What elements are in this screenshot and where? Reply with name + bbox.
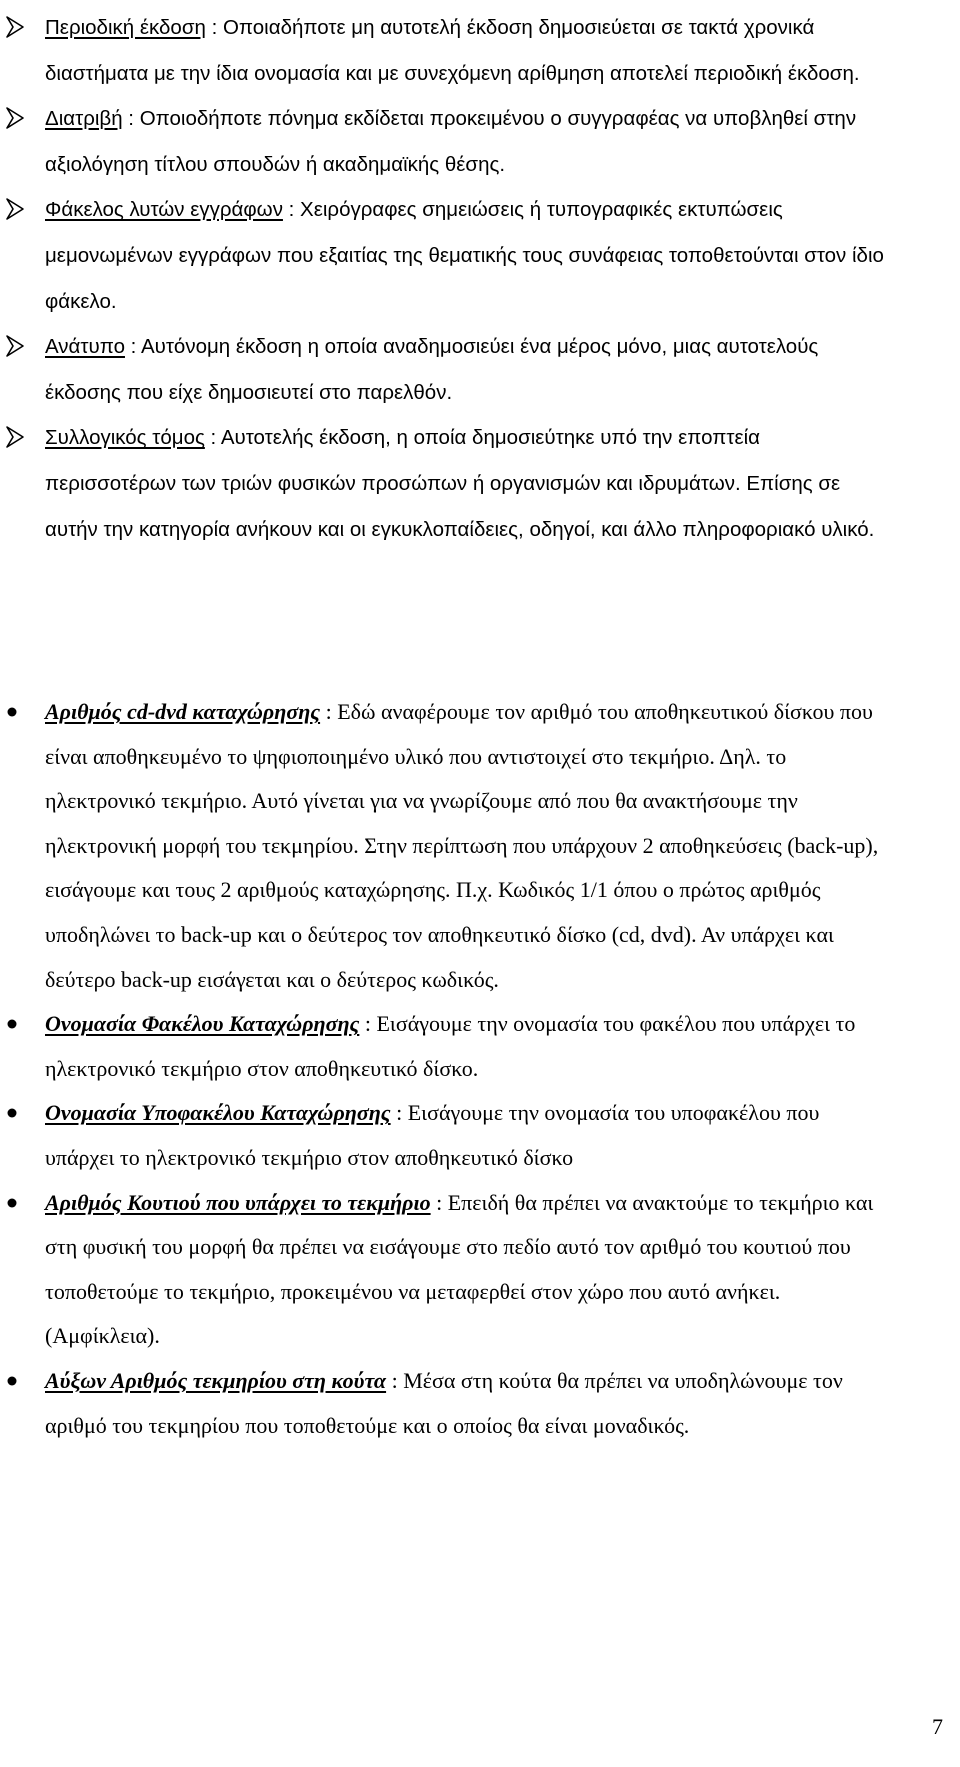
list-item: Διατριβή : Οποιοδήποτε πόνημα εκδίδεται προκειμένου ο συγγραφέας να υποβληθεί στην αξιολόγηση τίτλου σπουδών ή ακαδημαϊκής θέσης. bbox=[0, 96, 960, 187]
term-label: Φάκελος λυτών εγγράφων bbox=[45, 198, 283, 222]
term-label: Ανάτυπο bbox=[45, 335, 125, 359]
arrow-bullet-icon bbox=[3, 415, 27, 460]
term-description: Αυτοτελής έκδοση, η οποία δημοσιεύτηκε υπό την εποπτεία περισσοτέρων των τριών φυσικών προσώπων ή οργανισμών και ιδρυμάτων. Επίσης σε αυτήν την κατηγορία ανήκουν και οι εγκυκλοπαίδειες, οδηγοί, και άλλο πληροφοριακό υλικό. bbox=[45, 426, 875, 541]
term-label: Περιοδική έκδοση bbox=[45, 16, 206, 39]
field-description-list bbox=[0, 690, 960, 1448]
list-item: Περιοδική έκδοση : Οποιαδήποτε μη αυτοτελή έκδοση δημοσιεύεται σε τακτά χρονικά διαστήματα με την ίδια ονομασία και με συνεχόμενη αρίθμηση αποτελεί περιοδική έκδοση. bbox=[0, 5, 960, 96]
field-description: Επειδή θα πρέπει να ανακτούμε το τεκμήριο και στη φυσική του μορφή θα πρέπει να εισάγουμε στο πεδίο αυτό τον αριθμό του κουτιού που τοποθετούμε το τεκμήριο, προκειμένου να μεταφερθεί στον χώρο που αυτό ανήκει. (Αμφίκλεια). bbox=[45, 1189, 874, 1349]
term-label: Διατριβή bbox=[45, 107, 123, 131]
term-description: Χειρόγραφες σημειώσεις ή τυπογραφικές εκτυπώσεις μεμονωμένων εγγράφων που εξαιτίας της θεματικής τους συνάφειας τοποθετούνται στον ίδιο φάκελο. bbox=[45, 198, 884, 313]
arrow-bullet-icon bbox=[3, 5, 27, 50]
field-label: Ονομασία Φακέλου Καταχώρησης bbox=[45, 1011, 360, 1037]
field-description: Εισάγουμε την ονομασία του φακέλου που υπάρχει το ηλεκτρονικό τεκμήριο στον αποθηκευτικό δίσκο. bbox=[45, 1011, 856, 1081]
page-number: 7 bbox=[932, 1714, 943, 1739]
list-item: Αύξων Αριθμός τεκμηρίου στη κούτα : Μέσα στη κούτα θα πρέπει να υποδηλώνουμε τον αριθμό του τεκμηρίου που τοποθετούμε και ο οποίος θα είναι μοναδικός. bbox=[0, 1359, 960, 1448]
list-item: Ονομασία Φακέλου Καταχώρησης : Εισάγουμε την ονομασία του φακέλου που υπάρχει το ηλεκτρονικό τεκμήριο στον αποθηκευτικό δίσκο. bbox=[0, 1002, 960, 1091]
list-item: Αριθμός cd-dvd καταχώρησης : Εδώ αναφέρουμε τον αριθμό του αποθηκευτικού δίσκου που είναι αποθηκευμένο το ψηφιοποιημένο υλικό που αντιστοιχεί στο τεκμήριο. Δηλ. το ηλεκτρονικό τεκμήριο. Αυτό γίνεται για να γνωρίζουμε από που θα ανακτήσουμε την ηλεκτρονική μορφή του τεκμηρίου. Στην περίπτωση που υπάρχουν 2 αποθηκεύσεις (back-up), εισάγουμε και τους 2 αριθμούς καταχώρησης. Π.χ. Κωδικός 1/1 όπου ο πρώτος αριθμός υποδηλώνει το back-up και ο δεύτερος τον αποθηκευτικό δίσκο (cd, dvd). Αν υπάρχει και δεύτερο back-up εισάγεται και ο δεύτερος κωδικός. bbox=[0, 690, 960, 1002]
field-label: Αριθμός cd-dvd καταχώρησης bbox=[45, 699, 321, 724]
definition-list bbox=[0, 5, 960, 552]
dot-bullet-icon bbox=[3, 1002, 27, 1047]
dot-bullet-icon bbox=[3, 690, 27, 735]
list-item: Αριθμός Κουτιού που υπάρχει το τεκμήριο : Επειδή θα πρέπει να ανακτούμε το τεκμήριο και στη φυσική του μορφή θα πρέπει να εισάγουμε στο πεδίο αυτό τον αριθμό του κουτιού που τοποθετούμε το τεκμήριο, προκειμένου να μεταφερθεί στον χώρο που αυτό ανήκει. (Αμφίκλεια). bbox=[0, 1181, 960, 1359]
list-item: Συλλογικός τόμος : Αυτοτελής έκδοση, η οποία δημοσιεύτηκε υπό την εποπτεία περισσοτέρων των τριών φυσικών προσώπων ή οργανισμών και ιδρυμάτων. Επίσης σε αυτήν την κατηγορία ανήκουν και οι εγκυκλοπαίδειες, οδηγοί, και άλλο πληροφοριακό υλικό. bbox=[0, 415, 960, 552]
field-label: Αριθμός Κουτιού που υπάρχει το τεκμήριο bbox=[45, 1189, 431, 1215]
dot-bullet-icon bbox=[3, 1181, 27, 1226]
term-description: Αυτόνομη έκδοση η οποία αναδημοσιεύει ένα μέρος μόνο, μιας αυτοτελούς έκδοσης που είχε δημοσιευτεί στο παρελθόν. bbox=[45, 335, 819, 404]
dot-bullet-icon bbox=[3, 1091, 27, 1136]
arrow-bullet-icon bbox=[3, 96, 27, 141]
field-label: Ονομασία Υποφακέλου Καταχώρησης bbox=[45, 1100, 391, 1126]
field-description: Μέσα στη κούτα θα πρέπει να υποδηλώνουμε τον αριθμό του τεκμηρίου που τοποθετούμε και ο οποίος θα είναι μοναδικός. bbox=[45, 1367, 843, 1438]
arrow-bullet-icon bbox=[3, 324, 27, 369]
arrow-bullet-icon bbox=[3, 187, 27, 232]
list-item: Ανάτυπο : Αυτόνομη έκδοση η οποία αναδημοσιεύει ένα μέρος μόνο, μιας αυτοτελούς έκδοσης που είχε δημοσιευτεί στο παρελθόν. bbox=[0, 324, 960, 415]
field-label: Αύξων Αριθμός τεκμηρίου στη κούτα bbox=[45, 1367, 387, 1393]
term-description: Οποιαδήποτε μη αυτοτελή έκδοση δημοσιεύεται σε τακτά χρονικά διαστήματα με την ίδια ονομασία και με συνεχόμενη αρίθμηση αποτελεί περιοδική έκδοση. bbox=[45, 16, 860, 85]
list-item: Φάκελος λυτών εγγράφων : Χειρόγραφες σημειώσεις ή τυπογραφικές εκτυπώσεις μεμονωμένων εγγράφων που εξαιτίας της θεματικής τους συνάφειας τοποθετούνται στον ίδιο φάκελο. bbox=[0, 187, 960, 324]
field-description: Εισάγουμε την ονομασία του υποφακέλου που υπάρχει το ηλεκτρονικό τεκμήριο στον αποθηκευτικό δίσκο bbox=[45, 1100, 820, 1170]
term-description: Οποιοδήποτε πόνημα εκδίδεται προκειμένου ο συγγραφέας να υποβληθεί στην αξιολόγηση τίτλου σπουδών ή ακαδημαϊκής θέσης. bbox=[45, 107, 857, 176]
term-label: Συλλογικός τόμος bbox=[45, 426, 205, 450]
list-item: Ονομασία Υποφακέλου Καταχώρησης : Εισάγουμε την ονομασία του υποφακέλου που υπάρχει το ηλεκτρονικό τεκμήριο στον αποθηκευτικό δίσκο bbox=[0, 1091, 960, 1180]
field-description: Εδώ αναφέρουμε τον αριθμό του αποθηκευτικού δίσκου που είναι αποθηκευμένο το ψηφιοποιημένο υλικό που αντιστοιχεί στο τεκμήριο. Δηλ. το ηλεκτρονικό τεκμήριο. Αυτό γίνεται για να γνωρίζουμε από που θα ανακτήσουμε την ηλεκτρονική μορφή του τεκμηρίου. Στην περίπτωση που υπάρχουν 2 αποθηκεύσεις (back-up), εισάγουμε και τους 2 αριθμούς καταχώρησης. Π.χ. Κωδικός 1/1 όπου ο πρώτος αριθμός υποδηλώνει το back-up και ο δεύτερος τον αποθηκευτικό δίσκο (cd, dvd). Αν υπάρχει και δεύτερο back-up εισάγεται και ο δεύτερος κωδικός. bbox=[45, 699, 879, 992]
dot-bullet-icon bbox=[3, 1359, 27, 1404]
